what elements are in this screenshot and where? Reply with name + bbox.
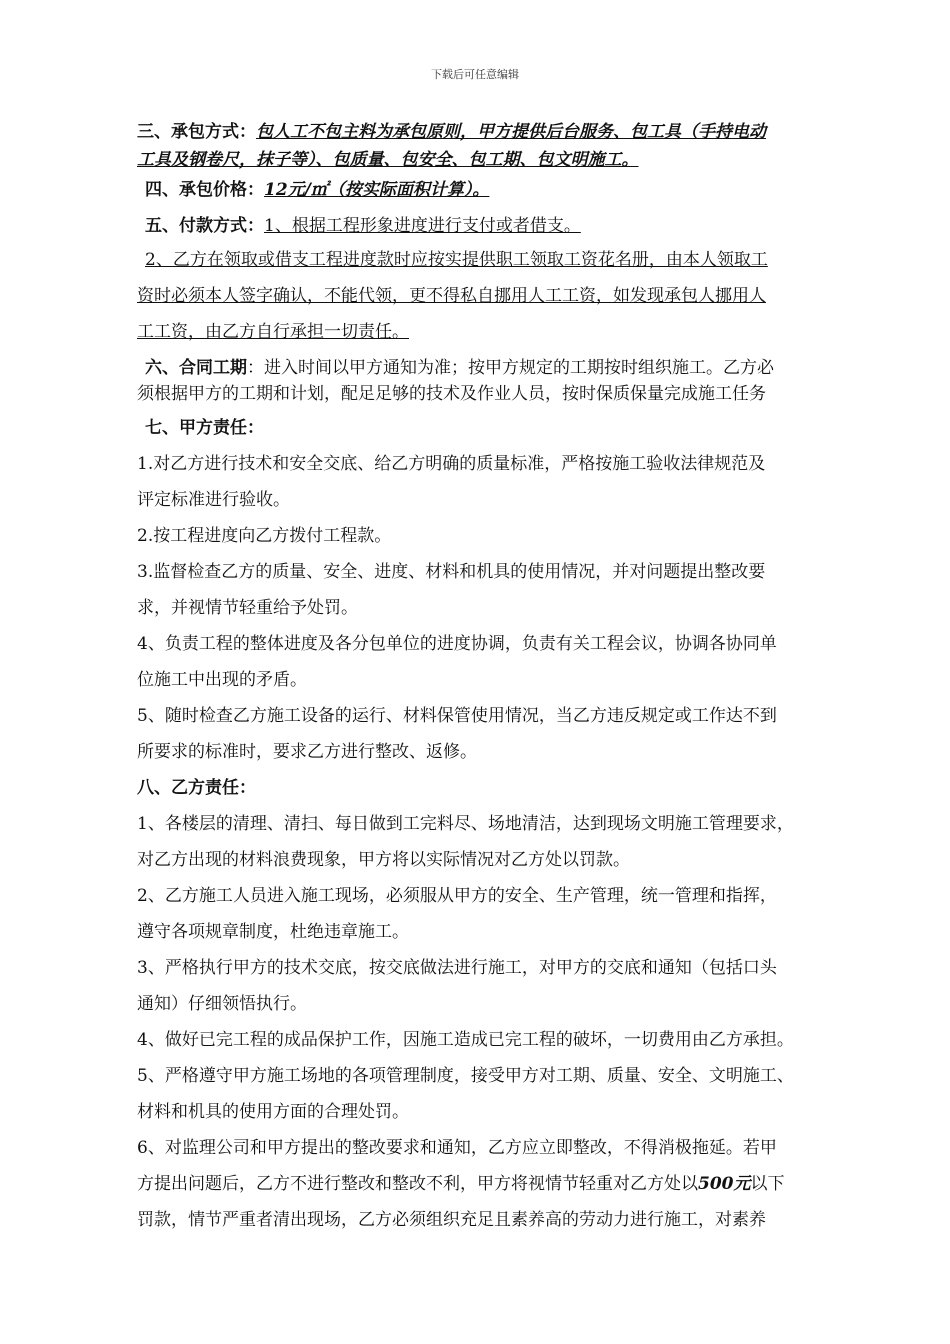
section-5-line-3: 资时必须本人签字确认，不能代领，更不得私自挪用人工工资，如发现承包人挪用人 bbox=[137, 286, 766, 306]
section-8-line-4: 遵守各项规章制度，杜绝违章施工。 bbox=[137, 922, 409, 942]
section-8-line-12: 罚款，情节严重者清出现场，乙方必须组织充足且素养高的劳动力进行施工，对素养 bbox=[137, 1210, 766, 1230]
section-7-line-3: 2.按工程进度向乙方拨付工程款。 bbox=[137, 526, 392, 546]
section-4-line bbox=[145, 180, 489, 200]
section-8-heading: 八、乙方责任： bbox=[137, 778, 256, 798]
section-8-line-11-a: 方提出问题后，乙方不进行整改和整改不利，甲方将视情节轻重对乙方处以 bbox=[137, 1174, 698, 1194]
section-5-line-2: 2、乙方在领取或借支工程进度款时应按实提供职工领取工资花名册，由本人领取工 bbox=[145, 250, 768, 270]
section-5-label: 五、付款方式： bbox=[145, 216, 264, 236]
section-6-label: 六、合同工期 bbox=[145, 358, 247, 378]
section-8-line-11 bbox=[137, 1174, 785, 1194]
section-3-text-1: 包人工不包主料为承包原则，甲方提供后台服务、包工具（手持电动 bbox=[256, 122, 766, 142]
section-4-label: 四、承包价格： bbox=[145, 180, 264, 200]
section-7-line-8: 5、随时检查乙方施工设备的运行、材料保管使用情况，当乙方违反规定或工作达不到 bbox=[137, 706, 777, 726]
section-7-line-7: 位施工中出现的矛盾。 bbox=[137, 670, 307, 690]
section-7-line-5: 求，并视情节轻重给予处罚。 bbox=[137, 598, 358, 618]
section-8-line-5: 3、严格执行甲方的技术交底，按交底做法进行施工，对甲方的交底和通知（包括口头 bbox=[137, 958, 777, 978]
section-8-line-10: 6、对监理公司和甲方提出的整改要求和通知，乙方应立即整改，不得消极拖延。若甲 bbox=[137, 1138, 777, 1158]
section-7-line-2: 评定标准进行验收。 bbox=[137, 490, 290, 510]
section-7-line-1: 1.对乙方进行技术和安全交底、给乙方明确的质量标准，严格按施工验收法律规范及 bbox=[137, 454, 766, 474]
section-8-line-8: 5、严格遵守甲方施工场地的各项管理制度，接受甲方对工期、质量、安全、文明施工、 bbox=[137, 1066, 794, 1086]
section-6-line-1 bbox=[145, 358, 774, 378]
section-6-text-1: ：进入时间以甲方通知为准；按甲方规定的工期按时组织施工。乙方必 bbox=[247, 358, 774, 378]
section-4-value: 12元/㎡（按实际面积计算）。 bbox=[264, 180, 490, 200]
section-3-line-2 bbox=[137, 150, 639, 170]
section-3-line-1 bbox=[137, 122, 766, 142]
section-8-line-2: 对乙方出现的材料浪费现象，甲方将以实际情况对乙方处以罚款。 bbox=[137, 850, 630, 870]
section-7-line-4: 3.监督检查乙方的质量、安全、进度、材料和机具的使用情况，并对问题提出整改要 bbox=[137, 562, 766, 582]
page-header: 下载后可任意编辑 bbox=[431, 68, 519, 81]
section-5-line-1 bbox=[145, 216, 581, 236]
section-3-text-2: 工具及钢卷尺，抹子等）、包质量、包安全、包工期、包文明施工。 bbox=[137, 150, 639, 170]
section-5-line-4: 工工资，由乙方自行承担一切责任。 bbox=[137, 322, 409, 342]
section-6-line-2: 须根据甲方的工期和计划，配足足够的技术及作业人员，按时保质保量完成施工任务 bbox=[137, 384, 766, 404]
section-8-line-9: 材料和机具的使用方面的合理处罚。 bbox=[137, 1102, 409, 1122]
section-8-line-11-b: 以下 bbox=[750, 1174, 785, 1194]
section-8-line-6: 通知）仔细领悟执行。 bbox=[137, 994, 307, 1014]
section-8-line-3: 2、乙方施工人员进入施工现场，必须服从甲方的安全、生产管理，统一管理和指挥， bbox=[137, 886, 777, 906]
section-8-line-7: 4、做好已完工程的成品保护工作，因施工造成已完工程的破坏，一切费用由乙方承担。 bbox=[137, 1030, 794, 1050]
section-8-line-1: 1、各楼层的清理、清扫、每日做到工完料尽、场地清洁，达到现场文明施工管理要求， bbox=[137, 814, 794, 834]
fine-amount: 500元 bbox=[698, 1174, 751, 1194]
section-3-label: 三、承包方式： bbox=[137, 122, 256, 142]
section-7-line-6: 4、负责工程的整体进度及各分包单位的进度协调，负责有关工程会议，协调各协同单 bbox=[137, 634, 777, 654]
section-5-text-1: 1、根据工程形象进度进行支付或者借支。 bbox=[264, 216, 581, 236]
section-7-heading: 七、甲方责任： bbox=[145, 418, 264, 438]
section-7-line-9: 所要求的标准时，要求乙方进行整改、返修。 bbox=[137, 742, 477, 762]
